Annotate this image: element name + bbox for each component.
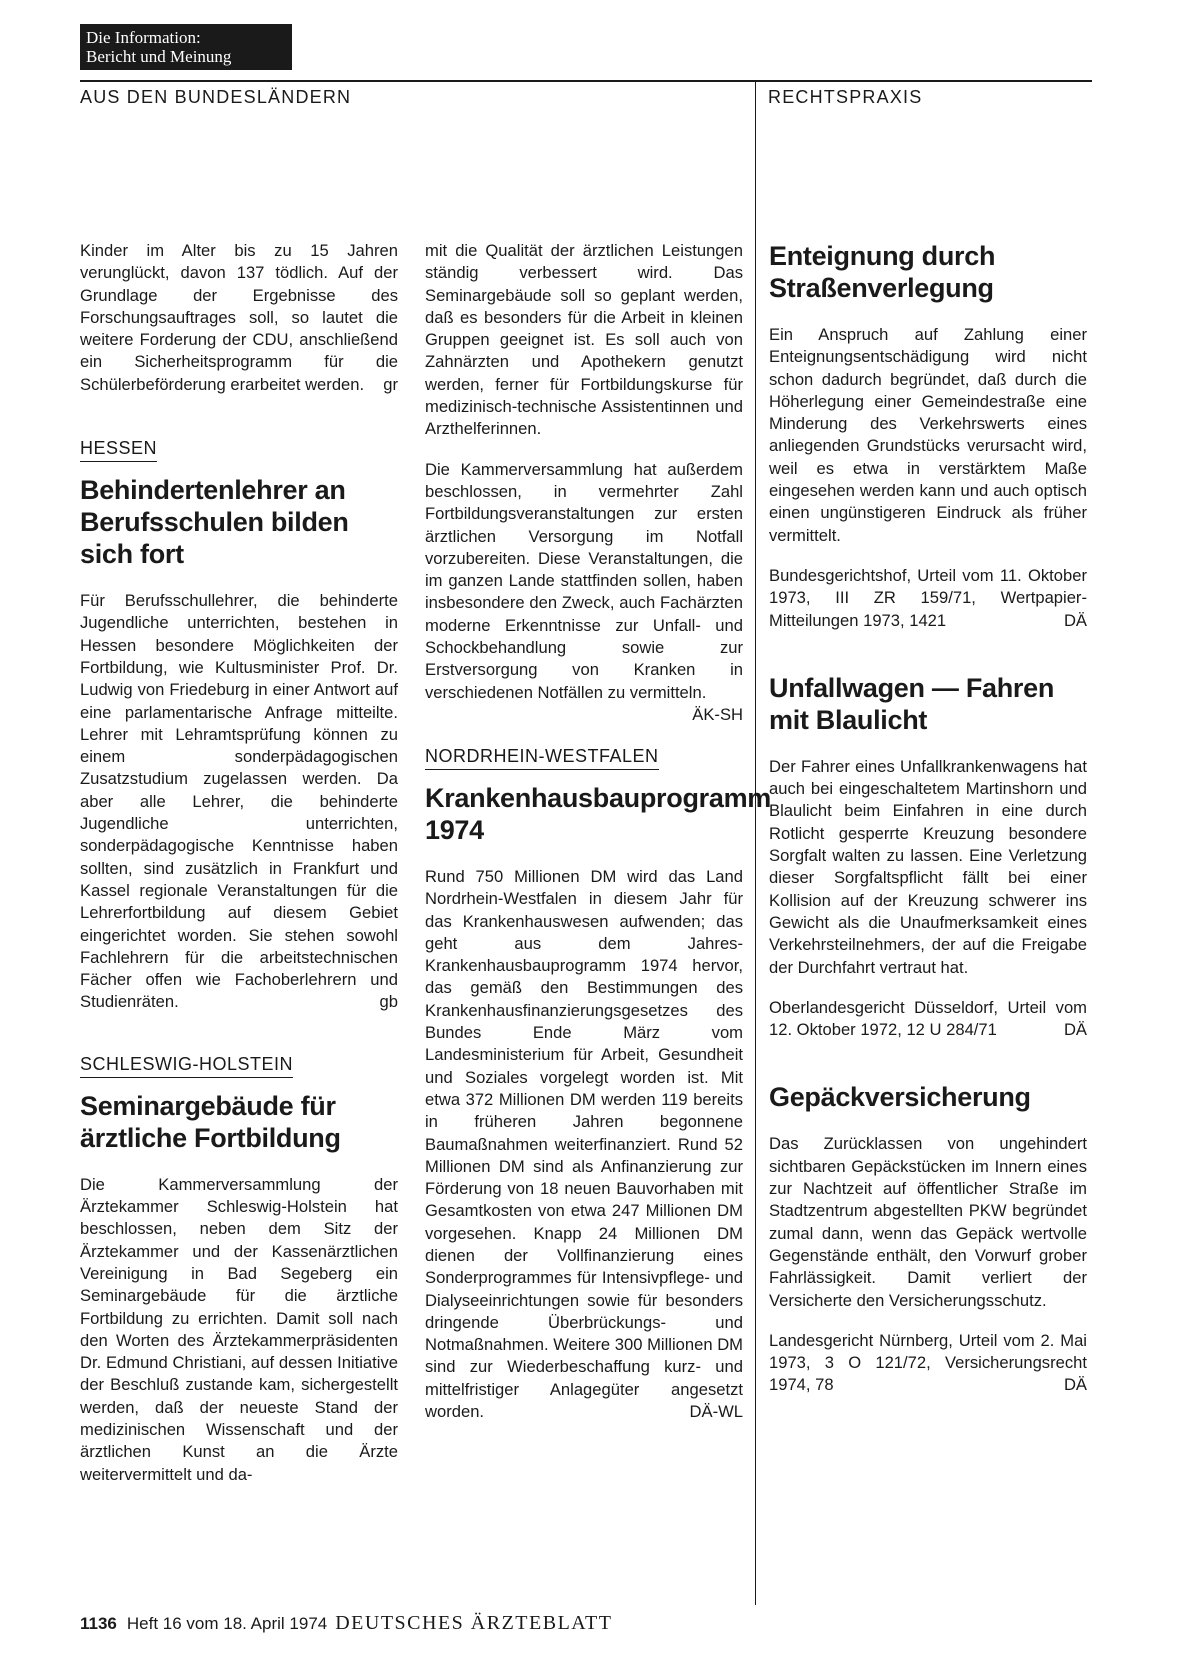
article-body-unfallwagen: Der Fahrer eines Unfallkrankenwagens hat auch bei eingeschaltetem Martinshorn und Blaulicht beim Einfahren in eine durch Rotlicht gesperrte Kreuzung besondere Sorgfalt walten zu lassen. Eine Verletzung dieser Sorgfaltspflicht fällt bei einer Kollision auf der Kreuzung schwerer ins Gewicht als die Unaufmerksamkeit eines Verkehrsteilnehmers, der auf die Freigabe der Durchfahrt vertraut hat. bbox=[769, 756, 1087, 977]
author-sig: DÄ-WL bbox=[689, 1402, 743, 1422]
headline-nordrhein-westfalen: Krankenhausbauprogramm 1974 bbox=[425, 782, 771, 845]
author-sig: DÄ bbox=[1063, 1020, 1087, 1040]
headline-schleswig-holstein: Seminargebäude für ärztliche Fortbildung bbox=[80, 1090, 341, 1153]
column-1 bbox=[80, 240, 398, 1486]
headline-gepaeckversicherung: Gepäckversicherung bbox=[769, 1082, 1031, 1113]
article-continuation: Kinder im Alter bis zu 15 Jahren verunglückt, davon 137 tödlich. Auf der Grundlage der Ergebnisse des Forschungsauftrages soll, so lautet die weitere Forderung der CDU, anschließend ein Sicherheitsprogramm für die Schülerbeförderung erarbeitet werden. gr bbox=[80, 240, 398, 396]
section-heading-right: RECHTSPRAXIS bbox=[768, 87, 923, 107]
article-continuation-1: mit die Qualität der ärztlichen Leistungen ständig verbessert wird. Das Seminargebäude soll so geplant werden, daß es besonders für die Arbeit in kleinen Gruppen geeignet ist. Es soll auch von Zahnärzten und Apothekern genutzt werden, ferner für Fortbildungskurse für medizinisch-technische Assistentinnen und Arzthelferinnen. bbox=[425, 241, 743, 439]
article-continuation-2: Die Kammerversammlung hat außerdem beschlossen, in vermehrter Zahl Fortbildungsveranstaltungen zur ersten ärztlichen Versorgung im Notfall vorzubereiten. Diese Veranstaltungen, die im ganzen Lande stattfinden sollen, haben insbesondere den Zweck, auch Fachärzten moderne Erkenntnisse zur Unfall- und Schockbehandlung sowie zur Erstversorgung von Kranken in verschiedenen Notfällen zu vermitteln. ÄK-SH bbox=[425, 459, 743, 704]
article-body-enteignung: Ein Anspruch auf Zahlung einer Enteignungsentschädigung wird nicht schon dadurch begründet, daß durch die Höherlegung einer Gemeindestraße eine Minderung des Verkehrswerts eines anliegenden Grundstücks verursacht wird, weil es etwa in verstärktem Maße eingesehen werden kann und auch optisch einen ungünstigeren Eindruck als früher vermittelt. bbox=[769, 325, 1087, 545]
source-gepaeckversicherung: Landesgericht Nürnberg, Urteil vom 2. Mai 1973, 3 O 121/72, Versicherungsrecht 1974, 78 DÄ bbox=[769, 1330, 1087, 1397]
author-sig: DÄ bbox=[1063, 610, 1087, 630]
kicker-hessen: HESSEN bbox=[80, 438, 157, 462]
kicker-nordrhein-westfalen: NORDRHEIN-WESTFALEN bbox=[425, 746, 659, 770]
author-sig: gr bbox=[383, 374, 398, 394]
source-unfallwagen: Oberlandesgericht Düsseldorf, Urteil vom 12. Oktober 1972, 12 U 284/71 DÄ bbox=[769, 997, 1087, 1042]
column-3 bbox=[769, 240, 1087, 1397]
headline-enteignung: Enteignung durch Straßenverlegung bbox=[769, 241, 996, 303]
masthead bbox=[80, 24, 292, 70]
column-2 bbox=[425, 240, 771, 1423]
publication-name: DEUTSCHES ÄRZTEBLATT bbox=[335, 1612, 613, 1634]
kicker-schleswig-holstein: SCHLESWIG-HOLSTEIN bbox=[80, 1054, 293, 1078]
page-footer bbox=[80, 1612, 612, 1635]
headline-unfallwagen: Unfallwagen — Fahren mit Blaulicht bbox=[769, 672, 1055, 735]
column-divider bbox=[755, 80, 756, 1605]
source-enteignung: Bundesgerichtshof, Urteil vom 11. Oktober 1973, III ZR 159/71, Wertpapier-Mitteilungen 1973, 1421 DÄ bbox=[769, 565, 1087, 632]
headline-hessen: Behindertenlehrer an Berufsschulen bilden sich fort bbox=[80, 475, 349, 570]
article-body-hessen: Für Berufsschullehrer, die behinderte Jugendliche unterrichten, bestehen in Hessen besondere Möglichkeiten der Fortbildung, wie Kultusminister Prof. Dr. Ludwig von Friedeburg in einer Antwort auf eine parlamentarische Anfrage mitteilte. Lehrer mit Lehramtsprüfung können zu einem sonderpädagogischen Zusatzstudium zugelassen werden. Da aber alle Lehrer, die behinderte Jugendliche unterrichten, sonderpädagogische Kenntnisse haben sollten, sind zusätzlich in Frankfurt und Kassel regionale Veranstaltungen für die Lehrerfortbildung auf diesem Gebiet eingerichtet worden. Sie stehen sowohl Fachlehrern für die arbeitstechnischen Fächer offen wie Fachoberlehrern und Studienräten. gb bbox=[80, 590, 398, 1014]
author-sig: gb bbox=[379, 992, 398, 1012]
article-body-gepaeckversicherung: Das Zurücklassen von ungehindert sichtbaren Gepäckstücken im Innern eines zur Nachtzeit auf öffentlicher Straße im Stadtzentrum abgestellten PKW begründet zumal dann, wenn das Gepäck wertvolle Gegenstände enthält, den Vorwurf grober Fahrlässigkeit. Damit verliert der Versicherte den Versicherungsschutz. bbox=[769, 1134, 1087, 1310]
masthead-line-2: Bericht und Meinung bbox=[86, 47, 232, 66]
section-heading-left: AUS DEN BUNDESLÄNDERN bbox=[80, 87, 352, 107]
issue-info: Heft 16 vom 18. April 1974 bbox=[126, 1614, 328, 1633]
masthead-line-1: Die Information: bbox=[86, 28, 201, 47]
article-body-nordrhein-westfalen: Rund 750 Millionen DM wird das Land Nordrhein-Westfalen in diesem Jahr für das Krankenhauswesen aufwenden; das geht aus dem Jahres-Krankenhausbauprogramm 1974 hervor, das gemäß den Bestimmungen des Krankenhausfinanzierungsgesetzes des Bundes Ende März vom Landesministerium für Arbeit, Gesundheit und Soziales vorgelegt worden ist. Mit etwa 372 Millionen DM werden 119 bereits in früheren Jahren begonnene Baumaßnahmen weiterfinanziert. Rund 52 Millionen DM sind als Anfinanzierung zur Förderung von 18 neuen Bauvorhaben mit Gesamtkosten von etwa 247 Millionen DM vorgesehen. Knapp 24 Millionen DM dienen der Vollfinanzierung eines Sonderprogrammes für Intensivpflege- und Dialyseeinrichtungen sowie für besonders dringende Überbrückungs- und Notmaßnahmen. Weitere 300 Millionen DM sind zur Wiederbeschaffung kurz- und mittelfristiger Anlagegüter angesetzt worden. DÄ-WL bbox=[425, 866, 743, 1423]
page-number: 1136 bbox=[80, 1614, 117, 1633]
top-rule bbox=[80, 80, 1092, 82]
author-sig: DÄ bbox=[1063, 1375, 1087, 1395]
author-sig: ÄK-SH bbox=[692, 704, 743, 724]
article-body-schleswig-holstein: Die Kammerversammlung der Ärztekammer Schleswig-Holstein hat beschlossen, neben dem Sitz der Ärztekammer und der Kassenärztlichen Vereinigung in Bad Segeberg ein Seminargebäude für die ärztliche Fortbildung zu errichten. Damit soll nach den Worten des Ärztekammerpräsidenten Dr. Edmund Christiani, auf dessen Initiative der Beschluß zustande kam, sichergestellt werden, daß der neueste Stand der medizinischen Wissenschaft und der ärztlichen Kunst an die Ärzte weitervermittelt und da- bbox=[80, 1174, 398, 1484]
